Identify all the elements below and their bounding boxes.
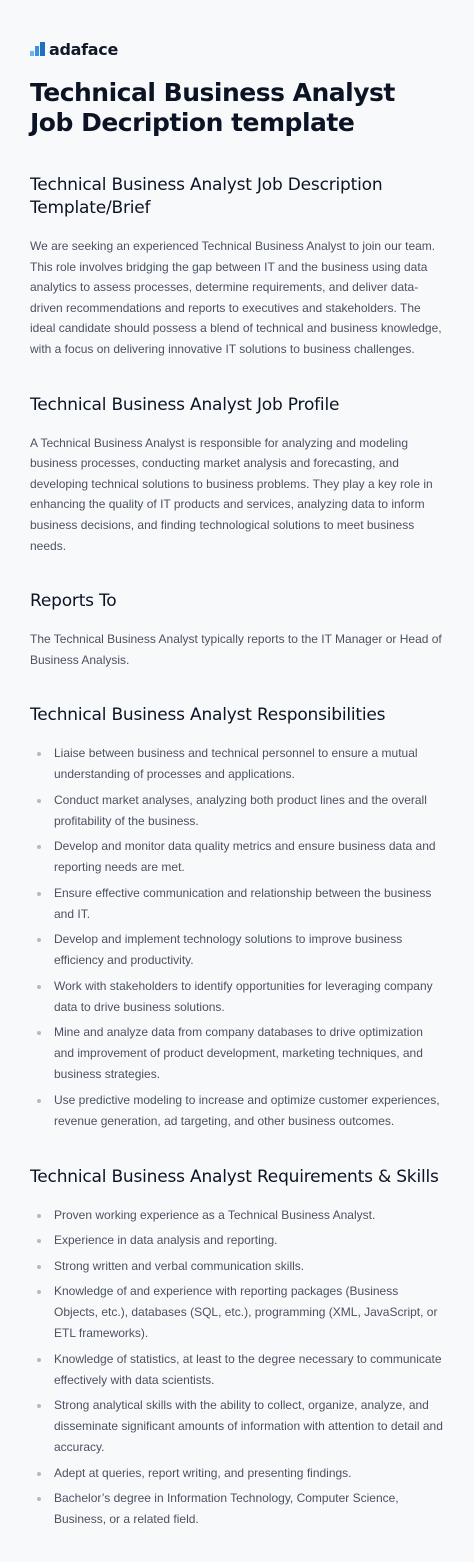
section-requirements: [30, 1166, 444, 1531]
requirements-list: [30, 1205, 444, 1531]
list-item: Experience in data analysis and reporting.: [30, 1230, 444, 1251]
section-heading: Technical Business Analyst Requirements & Skills: [30, 1166, 439, 1187]
list-item: Knowledge of statistics, at least to the degree necessary to communicate effectively with data scientists.: [30, 1349, 444, 1391]
bar-chart-logo-icon: [30, 42, 45, 56]
list-item: Ensure effective communication and relationship between the business and IT.: [30, 883, 444, 925]
list-item: Develop and implement technology solutions to improve business efficiency and productivity.: [30, 929, 444, 971]
brand-name: adaface: [49, 39, 119, 59]
responsibilities-list: [30, 743, 444, 1132]
list-item: Strong analytical skills with the ability to collect, organize, analyze, and disseminate significant amounts of information with attention to detail and accuracy.: [30, 1395, 444, 1458]
section-heading: Reports To: [30, 591, 117, 612]
list-item: Proven working experience as a Technical Business Analyst.: [30, 1205, 444, 1226]
section-heading: Technical Business Analyst Responsibilities: [30, 705, 386, 726]
list-item: Knowledge of and experience with reporting packages (Business Objects, etc.), databases (SQL, etc.), programming (XML, JavaScript, or ETL frameworks).: [30, 1281, 444, 1344]
list-item: Conduct market analyses, analyzing both product lines and the overall profitability of the business.: [30, 790, 444, 832]
list-item: Develop and monitor data quality metrics and ensure business data and reporting needs are met.: [30, 836, 444, 878]
section-heading: Technical Business Analyst Job Description Template/Brief: [30, 175, 383, 218]
list-item: Mine and analyze data from company databases to drive optimization and improvement of product development, marketing techniques, and business strategies.: [30, 1022, 444, 1085]
section-heading: Technical Business Analyst Job Profile: [30, 394, 340, 415]
list-item: Adept at queries, report writing, and presenting findings.: [30, 1463, 444, 1484]
list-item: Work with stakeholders to identify opportunities for leveraging company data to drive business solutions.: [30, 976, 444, 1018]
section-brief: [30, 174, 444, 360]
list-item: Liaise between business and technical personnel to ensure a mutual understanding of processes and applications.: [30, 743, 444, 785]
list-item: Bachelor’s degree in Information Technology, Computer Science, Business, or a related field.: [30, 1488, 444, 1530]
section-responsibilities: [30, 704, 444, 1132]
list-item: Strong written and verbal communication skills.: [30, 1256, 444, 1277]
section-reports-to: [30, 590, 444, 670]
section-text: The Technical Business Analyst typically reports to the IT Manager or Head of Business Analysis.: [30, 632, 442, 667]
brand-logo[interactable]: [30, 40, 444, 58]
section-profile: [30, 394, 444, 557]
list-item: Use predictive modeling to increase and optimize customer experiences, revenue generation, ad targeting, and other business outcomes.: [30, 1090, 444, 1132]
section-text: We are seeking an experienced Technical Business Analyst to join our team. This role involves bridging the gap between IT and the business using data analytics to assess processes, determine requirements, and deliver data-driven recommendations and reports to executives and stakeholders. The ideal candidate should possess a blend of technical and business knowledge, with a focus on delivering innovative IT solutions to business challenges.: [30, 239, 442, 356]
section-text: A Technical Business Analyst is responsible for analyzing and modeling business processes, conducting market analysis and forecasting, and developing technical solutions to business problems. They play a key role in enhancing the quality of IT products and services, analyzing data to inform business decisions, and finding technological solutions to meet business needs.: [30, 435, 433, 553]
page-title: Technical Business Analyst Job Decription template: [30, 78, 395, 137]
